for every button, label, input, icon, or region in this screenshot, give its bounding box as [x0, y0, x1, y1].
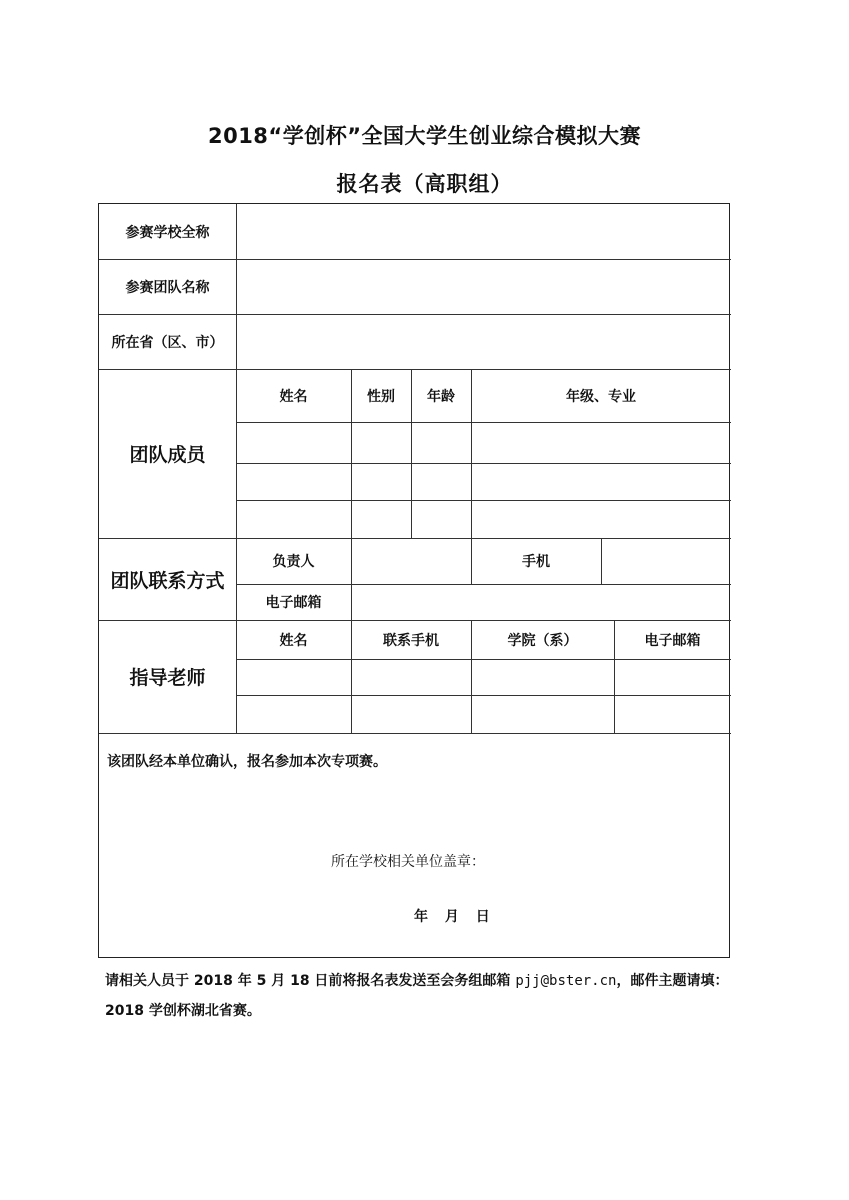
confirmation-text: 该团队经本单位确认，报名参加本次专项赛。	[107, 754, 387, 770]
team-members-label: 团队成员	[129, 444, 206, 466]
registration-form-table	[98, 203, 730, 958]
row-divider	[236, 659, 731, 660]
email-field[interactable]	[352, 584, 731, 620]
row-divider	[236, 500, 731, 501]
email-label: 电子邮箱	[265, 595, 322, 611]
province-field[interactable]	[237, 314, 731, 369]
member-header-age: 年龄	[427, 388, 455, 405]
row-divider	[99, 733, 731, 734]
leader-field[interactable]	[352, 538, 471, 584]
phone-field[interactable]	[602, 538, 731, 584]
note-text-1: 请相关人员于 2018 年 5 月 18 日前将报名表发送至会务组邮箱	[105, 973, 516, 989]
row-divider	[236, 463, 731, 464]
member-header-name: 姓名	[279, 388, 308, 405]
member-header-gender: 性别	[367, 388, 395, 405]
leader-label: 负责人	[272, 554, 315, 570]
advisor-header-email: 电子邮箱	[644, 632, 701, 649]
submission-note	[105, 966, 745, 1026]
contact-email[interactable]: pjj@bster.cn	[515, 973, 617, 989]
advisor-header-name: 姓名	[279, 632, 308, 649]
team-name-field[interactable]	[237, 259, 731, 314]
advisor-header-phone: 联系手机	[383, 632, 439, 649]
note-text-2: ，邮件主题请填：2018 学创杯湖北省赛。	[105, 973, 729, 1019]
document-subtitle: 报名表（高职组）	[336, 172, 513, 196]
row-divider	[236, 422, 731, 423]
school-name-field[interactable]	[237, 204, 731, 259]
team-name-label: 参赛团队名称	[125, 279, 210, 296]
team-contact-label: 团队联系方式	[110, 569, 225, 592]
member-header-grade-major: 年级、专业	[566, 388, 636, 405]
date-text: 年 月 日	[414, 909, 490, 925]
row-divider	[236, 695, 731, 696]
school-name-label: 参赛学校全称	[125, 224, 210, 241]
seal-text: 所在学校相关单位盖章：	[331, 854, 485, 870]
advisor-header-college: 学院（系）	[507, 632, 578, 649]
advisor-label: 指导老师	[129, 667, 206, 689]
province-label: 所在省（区、市）	[111, 334, 224, 351]
document-title: 2018“学创杯”全国大学生创业综合模拟大赛	[207, 124, 642, 148]
phone-label: 手机	[522, 554, 550, 570]
